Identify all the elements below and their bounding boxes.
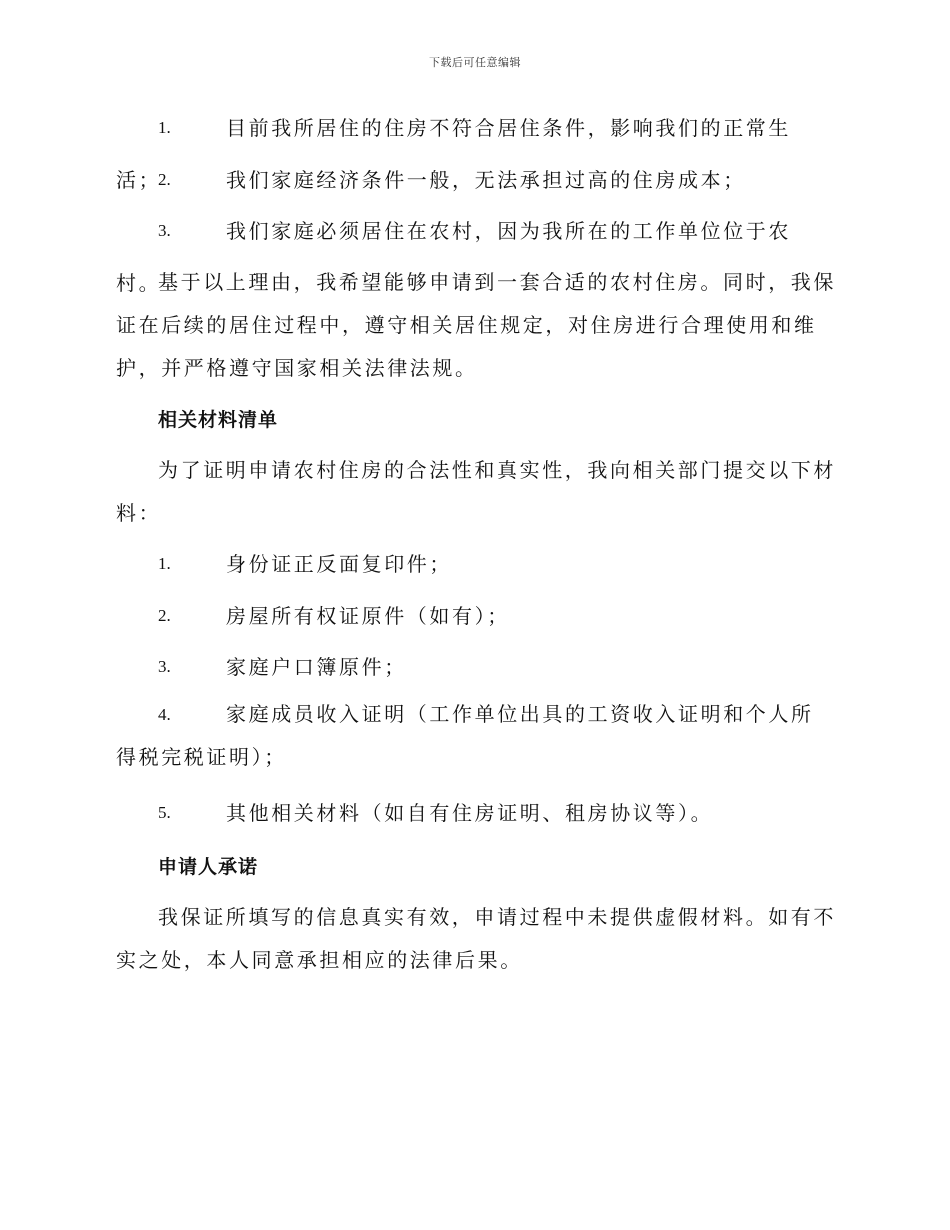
commitment-paragraph: 我保证所填写的信息真实有效，申请过程中未提供虚假材料。如有不实之处，本人同意承担相应的法律后果。	[116, 905, 836, 972]
material-text: 房屋所有权证原件（如有）；	[226, 604, 510, 628]
material-number: 2.	[158, 606, 171, 625]
material-item	[116, 787, 836, 839]
reason-text: 目前我所居住的住房不符合居住条件，影响我们的正常生活；	[116, 116, 791, 192]
material-number: 1.	[158, 554, 171, 573]
commitment-heading: 申请人承诺	[158, 856, 259, 878]
page-header: 下载后可任意编辑	[429, 56, 521, 69]
reason-number: 3.	[158, 221, 171, 240]
material-text: 身份证正反面复印件；	[226, 552, 452, 576]
material-text: 家庭户口簿原件；	[226, 655, 407, 679]
reason-number: 2.	[158, 170, 171, 189]
reason-number: 1.	[158, 118, 171, 137]
material-number: 5.	[158, 803, 171, 822]
material-number: 3.	[158, 657, 171, 676]
material-item	[116, 538, 836, 590]
reason-text: 我们家庭经济条件一般，无法承担过高的住房成本；	[226, 168, 746, 192]
material-item	[116, 641, 836, 693]
materials-heading: 相关材料清单	[158, 409, 279, 431]
reason-conclusion-paragraph: 基于以上理由，我希望能够申请到一套合适的农村住房。同时，我保证在后续的居住过程中，遵守相关居住规定，对住房进行合理使用和维护，并严格遵守国家相关法律法规。	[116, 270, 836, 380]
material-text: 家庭成员收入证明（工作单位出具的工资收入证明和个人所得税完税证明）；	[116, 702, 814, 769]
material-number: 4.	[158, 705, 171, 724]
material-item	[116, 590, 836, 642]
reason-text: 我们家庭必须居住在农村，因为我所在的工作单位位于农村。	[116, 219, 791, 295]
materials-intro-paragraph: 为了证明申请农村住房的合法性和真实性，我向相关部门提交以下材料：	[116, 458, 836, 525]
reason-item	[116, 154, 836, 206]
material-text: 其他相关材料（如自有住房证明、租房协议等）。	[226, 801, 714, 825]
material-item	[116, 693, 836, 779]
